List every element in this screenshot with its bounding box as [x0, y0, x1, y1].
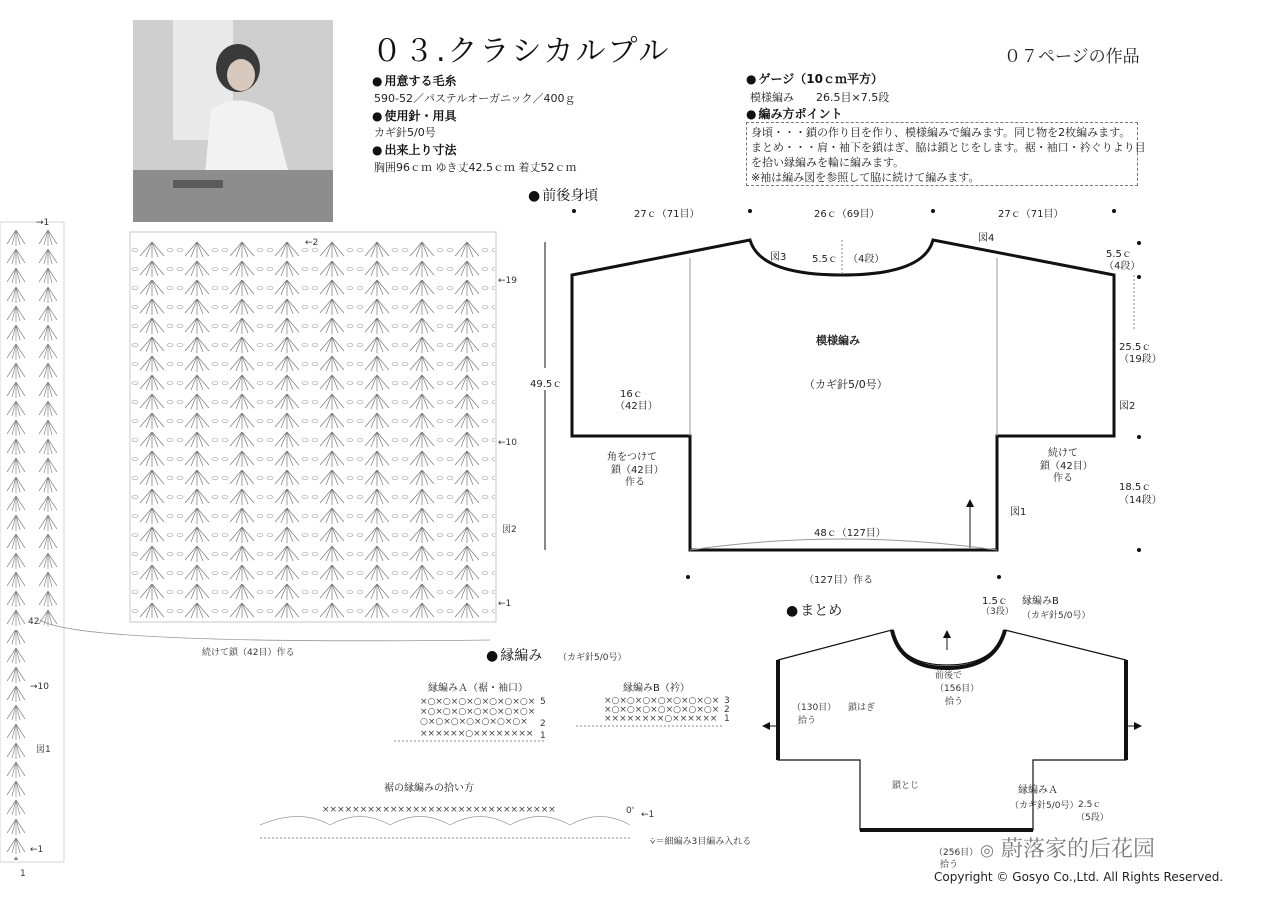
neck-edge-dim: 1.5ｃ [982, 596, 1008, 607]
edging-b-title: 縁編みB（衿） [623, 683, 690, 694]
right-note-1: 続けて [1048, 448, 1078, 459]
tools-heading: ● 使用針・用具 [372, 107, 457, 124]
shoulder-seam-label: 鎖はぎ [848, 703, 876, 713]
dim-top-center: 26ｃ（69目） [814, 209, 880, 220]
right-note-3: 作る [1053, 473, 1073, 484]
pickup-legend-text: ＝細編み3目編み入れる [655, 837, 752, 847]
fig4-label: 図4 [978, 233, 995, 244]
neck-rows: （4段） [848, 254, 885, 265]
chart-top-row-1: →1 [36, 218, 50, 228]
edge-a-needle: （カギ針5/0号） [1010, 801, 1079, 811]
copyright: Copyright © Gosyo Co.,Ltd. All Rights Reserved. [934, 870, 1224, 884]
pickup-legend [650, 834, 751, 847]
body-section-title: ● 前後身頃 [528, 185, 598, 205]
dim-top-left: 27ｃ（71目） [634, 209, 700, 220]
chart-row-10: ←10 [498, 438, 517, 448]
fig2-right-label: 図2 [1119, 401, 1136, 412]
pattern-label: 模様編み [816, 334, 860, 347]
chart-fig1: 図1 [36, 745, 51, 755]
edging-b-row1: 1 [724, 714, 730, 724]
page-reference: ０７ページの作品 [1004, 47, 1140, 67]
yarn-text: 590-52／パステルオーガニック／400ｇ [374, 92, 576, 105]
edge-b-needle: （カギ針5/0号） [1022, 611, 1091, 621]
size-text: 胸囲96ｃｍ ゆき丈42.5ｃｍ 着丈52ｃｍ [374, 161, 577, 174]
chart-left-row-1: ←1 [30, 845, 44, 855]
svg-text:×○×○×○×○×○×○×○×: ×○×○×○×○×○×○×○× [420, 697, 536, 707]
sc-3-symbol-icon: ⩒ [650, 837, 656, 847]
hem-dim: 2.5ｃ [1078, 800, 1102, 810]
svg-text:○×○×○×○×○×○×○×: ○×○×○×○×○×○×○× [420, 717, 528, 727]
fig3-label: 図3 [770, 252, 787, 263]
sleeve-pick-1: （130目） [792, 703, 837, 713]
needle-label: （カギ針5/0号） [804, 378, 888, 391]
height-dim: 49.5ｃ [530, 379, 563, 390]
chain-note: 続けて鎖（42目）作る [202, 648, 295, 658]
sleeve-pick-2: 拾う [798, 716, 817, 726]
right-note-2: 鎖（42目） [1040, 461, 1093, 472]
point-line: ※袖は編み図を参照して脇に続けて編みます。 [751, 171, 980, 184]
hem-rows: （5段） [1076, 813, 1109, 823]
edge-a-label: 縁編みＡ [1018, 785, 1058, 796]
pickup-title: 裾の縁編みの拾い方 [384, 783, 474, 794]
point-line: を拾い縁編みを輪に編みます。 [751, 156, 905, 169]
neck-pick-2: （156目） [935, 684, 980, 694]
edging-a-row1: 1 [540, 731, 546, 741]
yarn-heading: ● 用意する毛糸 [372, 72, 457, 89]
dim-top-right: 27ｃ（71目） [998, 209, 1064, 220]
points-heading: ● 編み方ポイント [746, 105, 843, 122]
pickup-row-0: 0' [626, 806, 635, 816]
side-seam-label: 鎖とじ [892, 781, 920, 791]
hem-pick-1: （256目） [934, 848, 979, 858]
right-bot-rows: （14段） [1119, 495, 1162, 506]
chart-42: 42 [28, 617, 40, 627]
bottom-note: （127目）作る [804, 575, 874, 586]
chart-row-1: ←1 [498, 599, 512, 609]
assembly-section-title: ● まとめ [786, 600, 842, 620]
neck-pick-3: 拾う [945, 697, 964, 707]
edging-b-row2: 2 [724, 705, 730, 715]
chart-row-19: ←19 [498, 276, 517, 286]
svg-text:××××××××××××××××××××××××××××××: ××××××××××××××××××××××××××××××× [322, 805, 556, 815]
size-heading: ● 出来上り寸法 [372, 141, 457, 158]
edge-b-label: 縁編みB [1022, 596, 1059, 607]
watermark [980, 832, 1155, 863]
tools-text: カギ針5/0号 [374, 126, 436, 139]
gauge-heading: ● ゲージ（10ｃｍ平方） [746, 70, 883, 87]
wechat-icon: ◎ [980, 840, 994, 860]
sleeve-width-rows: （42目） [615, 401, 658, 412]
point-line: 身頃・・・鎖の作り目を作り、模様編みで編みます。同じ物を2枚編みます。 [751, 126, 1131, 139]
right-top-dim: 5.5ｃ [1106, 249, 1132, 260]
neck-edge-rows: （3段） [981, 607, 1014, 617]
svg-text:××××××○××××××××: ××××××○×××××××× [420, 729, 534, 739]
hem-pick-2: 拾う [940, 860, 959, 870]
chart-col-1: 1 [20, 869, 26, 879]
left-note-2: 鎖（42目） [611, 465, 664, 476]
svg-text:×○×○×○×○×○×○×○×: ×○×○×○×○×○×○×○× [420, 707, 536, 717]
svg-text:×○×○×○×○×○×○×○×: ×○×○×○×○×○×○×○× [604, 705, 720, 715]
right-mid-rows: （19段） [1119, 354, 1162, 365]
neck-dim: 5.5ｃ [812, 254, 838, 265]
fig1-label: 図1 [1010, 507, 1027, 518]
pickup-arrow: ←1 [641, 810, 655, 820]
edging-b-row3: 3 [724, 696, 730, 706]
left-note-1: 角をつけて [607, 452, 657, 463]
sleeve-width: 16ｃ [620, 389, 643, 400]
right-top-rows: （4段） [1104, 261, 1141, 272]
edging-section-title: ● 縁編み [486, 645, 542, 665]
watermark-text: 蔚落家的后花园 [1000, 837, 1155, 862]
svg-text:×○×○×○×○×○×○×○×: ×○×○×○×○×○×○×○× [604, 696, 720, 706]
edging-a-row2: 2 [540, 719, 546, 729]
point-line: まとめ・・・肩・袖下を鎖はぎ、脇は鎖とじをします。裾・袖口・衿ぐりより目 [751, 141, 1146, 154]
chart-top-row-2: ←2 [305, 238, 319, 248]
gauge-text: 模様編み 26.5目×7.5段 [750, 91, 890, 104]
right-mid-dim: 25.5ｃ [1119, 342, 1152, 353]
neck-pick-1: 前後で [935, 671, 963, 681]
edging-a-row5: 5 [540, 697, 546, 707]
edging-a-title: 縁編みＡ（裾・袖口） [428, 683, 528, 694]
left-note-3: 作る [625, 477, 645, 488]
right-bot-dim: 18.5ｃ [1119, 482, 1152, 493]
svg-text:××××××××○××××××: ××××××××○×××××× [604, 714, 718, 724]
page-title: ０３.クラシカルプル [372, 34, 671, 69]
chart-left-row-10: →10 [30, 682, 49, 692]
edging-needle: （カギ針5/0号） [558, 653, 627, 663]
bottom-dim: 48ｃ（127目） [814, 528, 886, 539]
chart-fig2: 図2 [502, 525, 517, 535]
